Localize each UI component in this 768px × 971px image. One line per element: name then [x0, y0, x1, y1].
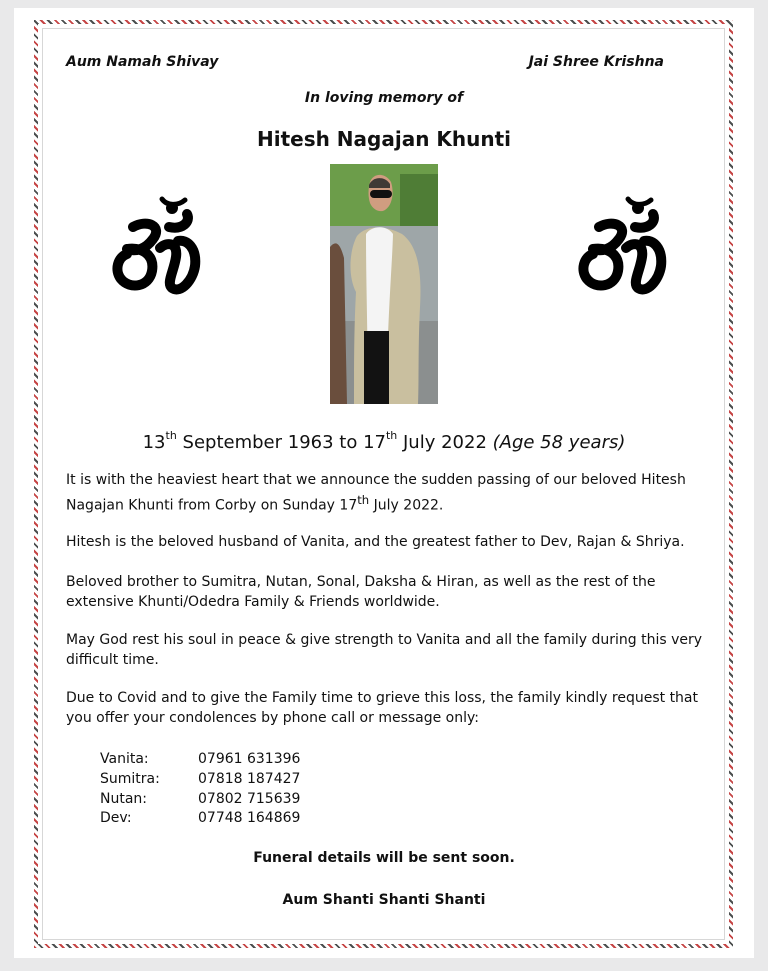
- birth-day: 13: [142, 432, 166, 453]
- husband-father-paragraph: Hitesh is the beloved husband of Vanita, and the greatest father to Dev, Rajan & Shriya.: [66, 534, 685, 550]
- contact-name: Vanita:: [100, 751, 149, 767]
- contact-row: [100, 750, 318, 770]
- life-dates: [14, 426, 754, 455]
- brother-paragraph: Beloved brother to Sumitra, Nutan, Sonal, Daksha & Hiran, as well as the rest of the extensive Khunti/Odedra Family & Friends worldwide.: [66, 574, 656, 610]
- prayer-paragraph: May God rest his soul in peace & give strength to Vanita and all the family during this very difficult time.: [66, 632, 703, 668]
- header-right-text: Jai Shree Krishna: [528, 54, 664, 70]
- funeral-notice: Funeral details will be sent soon.: [253, 850, 515, 866]
- contact-list: [100, 750, 318, 829]
- condolences-paragraph: Due to Covid and to give the Family time to grieve this loss, the family kindly request that you offer your condolences by phone call or message only:: [66, 690, 699, 726]
- contact-row: [100, 790, 318, 810]
- closing-prayer: Aum Shanti Shanti Shanti: [282, 892, 486, 908]
- age-text: (Age 58 years): [492, 432, 626, 453]
- contact-row: [100, 770, 318, 790]
- memorial-page: [14, 8, 754, 958]
- deceased-name: Hitesh Nagajan Khunti: [256, 127, 512, 151]
- om-icon: [111, 196, 203, 296]
- birth-date-rest: September 1963 to: [176, 432, 364, 453]
- contact-name: Sumitra:: [100, 770, 160, 787]
- contact-phone: 07818 187427: [198, 770, 301, 787]
- death-day-suffix: th: [385, 429, 398, 442]
- birth-day-suffix: th: [165, 429, 177, 442]
- announcement-text-b: July 2022.: [369, 497, 444, 514]
- contact-phone: 07802 715639: [198, 790, 301, 807]
- header-left-text: Aum Namah Shivay: [66, 54, 219, 70]
- contact-phone: 07748 164869: [198, 810, 301, 827]
- memory-line: In loving memory of: [304, 90, 464, 106]
- death-date-rest: July 2022: [397, 432, 493, 453]
- death-day: 17: [363, 432, 386, 453]
- om-icon: [577, 196, 669, 296]
- portrait-photo: [330, 164, 438, 404]
- contact-phone: 07961 631396: [198, 751, 301, 767]
- announcement-text-a: It is with the heaviest heart that we announce the sudden passing of our beloved Hitesh Nagajan Khunti from Corby on Sunday 17: [66, 472, 686, 514]
- announcement-day-suffix: th: [357, 493, 370, 507]
- contact-name: Nutan:: [100, 790, 148, 807]
- contact-row: [100, 809, 318, 829]
- contact-name: Dev:: [100, 810, 132, 827]
- announcement-paragraph: [66, 470, 721, 516]
